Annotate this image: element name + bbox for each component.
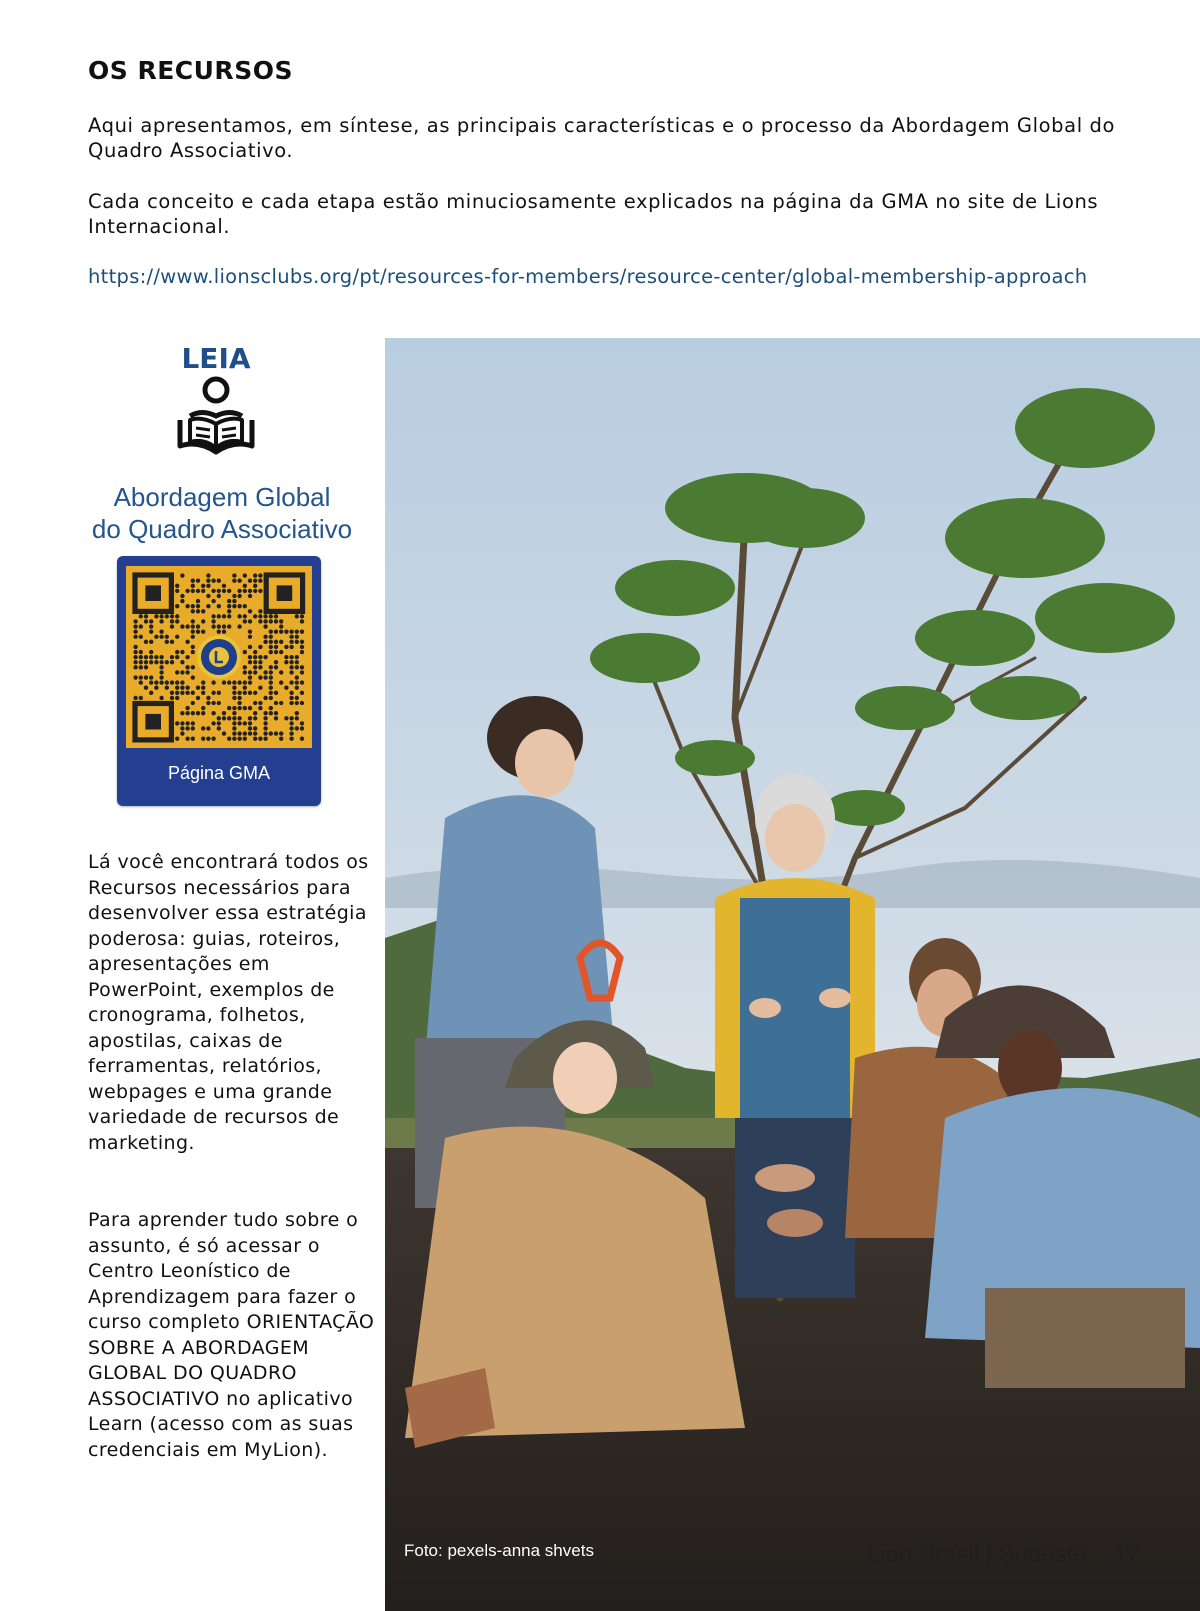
qr-code-icon [126, 566, 312, 748]
qr-code[interactable] [126, 566, 312, 748]
resources-text: Lá você encontrará todos os Recursos necessários para desenvolver essa estratégia poderosa: guias, roteiros, apresentações em PowerPoint, exemplos de cronograma, folhetos, apostilas, caixas de ferramentas, relatórios, webpages e uma grande variedade de recursos de marketing. [88, 851, 369, 1154]
intro-paragraph: Aqui apresentamos, em síntese, as principais características e o processo da Abordagem Global do Quadro Associativo. [88, 114, 1116, 162]
qr-code-card[interactable] [117, 556, 321, 806]
page-title: OS RECURSOS [88, 56, 293, 85]
read-label: LEIA [181, 342, 251, 375]
gma-title-line2: do Quadro Associativo [91, 514, 353, 544]
gma-title-line1: Abordagem Global [113, 482, 331, 512]
page-footer: Lion Brasil | Sudeste 17 [866, 1541, 1140, 1568]
qr-caption: Página GMA [167, 763, 271, 783]
gma-title [76, 481, 368, 545]
gma-link[interactable]: https://www.lionsclubs.org/pt/resources-for-members/resource-center/global-membership-approach [88, 265, 1088, 288]
person-reading-icon [172, 376, 260, 460]
course-text: Para aprender tudo sobre o assunto, é só acessar o Centro Leonístico de Aprendizagem para fazer o curso completo ORIENTAÇÃO SOBRE A ABORDAGEM GLOBAL DO QUADRO ASSOCIATIVO no aplicativo Learn (acesso com as suas credenciais em MyLion). [88, 1209, 375, 1461]
gma-paragraph: Cada conceito e cada etapa estão minuciosamente explicados na página da GMA no site de Lions Internacional. [88, 190, 1099, 238]
photo-people-planting-tree [385, 338, 1200, 1611]
photo-credit: Foto: pexels-anna shvets [404, 1541, 594, 1560]
